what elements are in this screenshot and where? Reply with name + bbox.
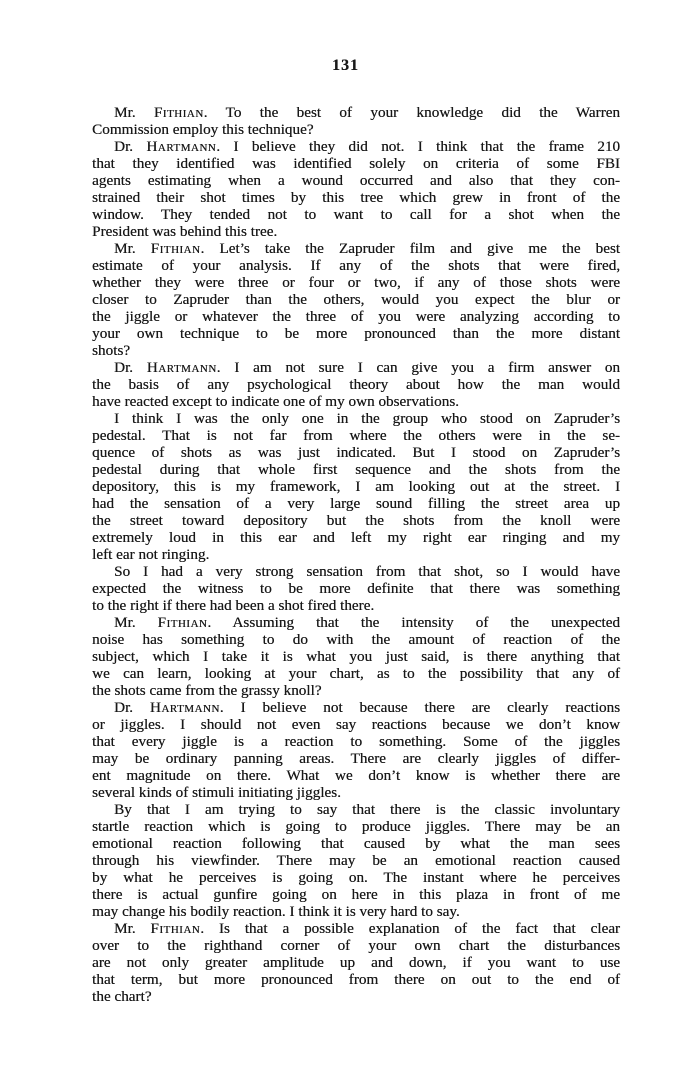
text-line: Dr. Hartmann. I believe not because there are clearly reactions	[114, 699, 621, 716]
paragraph	[92, 920, 620, 1005]
text-line: had the sensation of a very large sound filling the street area up	[92, 495, 620, 512]
text-line: Dr. Hartmann. I am not sure I can give you a firm answer on	[114, 359, 620, 376]
text-line: So I had a very strong sensation from that shot, so I would have	[114, 563, 620, 580]
text-line: Mr. Fithian. Is that a possible explanation of the fact that clear	[114, 920, 620, 937]
text-line: the street toward depository but the shots from the knoll were	[92, 512, 620, 529]
text-line: pedestal during that whole first sequence and the shots from the	[92, 461, 620, 478]
text-line: whether they were three or four or two, if any of those shots were	[92, 274, 620, 291]
paragraph	[92, 240, 620, 359]
text-line: by what he perceives is going on. The instant where he perceives	[92, 869, 620, 886]
text-line: or jiggles. I should not even say reactions because we don’t know	[92, 716, 620, 733]
text-line: estimate of your analysis. If any of the shots that were fired,	[92, 257, 620, 274]
speaker-name: Fithian	[150, 920, 201, 937]
text-line: depository, this is my framework, I am looking out at the street. I	[92, 478, 620, 495]
text-line: I think I was the only one in the group who stood on Zapruder’s	[114, 410, 620, 427]
text-line: Commission employ this technique?	[92, 121, 314, 138]
paragraph	[92, 801, 620, 920]
speaker-name: Fithian	[150, 240, 201, 257]
text-line: we can learn, looking at your chart, as to the possibility that any of	[92, 665, 620, 682]
speaker-name: Hartmann	[146, 359, 217, 376]
text-line: noise has something to do with the amount of reaction of the	[92, 631, 620, 648]
paragraph	[92, 563, 620, 614]
speaker-name: Hartmann	[149, 699, 220, 716]
text-line: your own technique to be more pronounced than the more distant	[92, 325, 620, 342]
text-line: the jiggle or whatever the three of you were analyzing according to	[92, 308, 620, 325]
text-line: By that I am trying to say that there is the classic involuntary	[114, 801, 620, 818]
paragraph	[92, 699, 620, 801]
text-line: that they identified was identified solely on criteria of some FBI	[92, 155, 620, 172]
text-line: have reacted except to indicate one of my own observations.	[92, 393, 459, 410]
text-line: extremely loud in this ear and left my right ear ringing and my	[92, 529, 620, 546]
paragraph	[92, 410, 620, 563]
text-line: strained their shot times by this tree which grew in front of the	[92, 189, 620, 206]
paragraph	[92, 104, 620, 138]
transcript-text-block	[92, 104, 620, 1005]
paragraph	[92, 614, 620, 699]
text-line: quence of shots as was just indicated. But I stood on Zapruder’s	[92, 444, 620, 461]
text-line: left ear not ringing.	[92, 546, 210, 563]
text-line: expected the witness to be more definite that there was something	[92, 580, 620, 597]
text-line: through his viewfinder. There may be an emotional reaction caused	[92, 852, 620, 869]
text-line: emotional reaction following that caused by what the man sees	[92, 835, 620, 852]
text-line: startle reaction which is going to produce jiggles. There may be an	[92, 818, 620, 835]
text-line: that term, but more pronounced from there on out to the end of	[92, 971, 620, 988]
speaker-name: Hartmann	[146, 138, 217, 155]
text-line: the basis of any psychological theory about how the man would	[92, 376, 620, 393]
speaker-name: Fithian	[157, 614, 208, 631]
text-line: there is actual gunfire going on here in this plaza in front of me	[92, 886, 620, 903]
text-line: agents estimating when a wound occurred and also that they con-	[92, 172, 620, 189]
text-line: Mr. Fithian. To the best of your knowledge did the Warren	[114, 104, 620, 121]
text-line: window. They tended not to want to call for a shot when the	[92, 206, 620, 223]
text-line: may be ordinary panning areas. There are clearly jiggles of differ-	[92, 750, 620, 767]
page-number: 131	[332, 57, 359, 74]
text-line: the chart?	[92, 988, 152, 1005]
text-line: Dr. Hartmann. I believe they did not. I think that the frame 210	[114, 138, 621, 155]
text-line: are not only greater amplitude up and down, if you want to use	[92, 954, 620, 971]
text-line: President was behind this tree.	[92, 223, 278, 240]
text-line: several kinds of stimuli initiating jiggles.	[92, 784, 341, 801]
text-line: over to the righthand corner of your own chart the disturbances	[92, 937, 620, 954]
text-line: closer to Zapruder than the others, would you expect the blur or	[92, 291, 620, 308]
text-line: Mr. Fithian. Let’s take the Zapruder film and give me the best	[114, 240, 620, 257]
text-line: may change his bodily reaction. I think it is very hard to say.	[92, 903, 460, 920]
text-line: pedestal. That is not far from where the others were in the se-	[92, 427, 620, 444]
text-line: ent magnitude on there. What we don’t know is whether there are	[92, 767, 620, 784]
text-line: shots?	[92, 342, 130, 359]
text-line: to the right if there had been a shot fired there.	[92, 597, 375, 614]
text-line: that every jiggle is a reaction to something. Some of the jiggles	[92, 733, 620, 750]
paragraph	[92, 359, 620, 410]
text-line: subject, which I take it is what you just said, is there anything that	[92, 648, 620, 665]
text-line: Mr. Fithian. Assuming that the intensity of the unexpected	[114, 614, 620, 631]
text-line: the shots came from the grassy knoll?	[92, 682, 322, 699]
paragraph	[92, 138, 620, 240]
speaker-name: Fithian	[153, 104, 204, 121]
